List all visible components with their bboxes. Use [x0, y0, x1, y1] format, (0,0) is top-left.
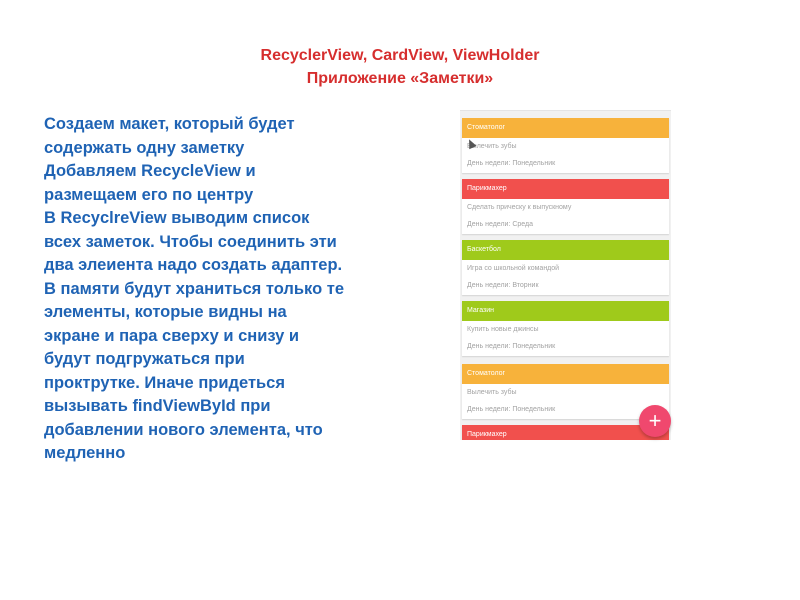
slide-title-line2: Приложение «Заметки»: [306, 70, 494, 87]
body-paragraph-1: Создаем макет, который будет содержать одну заметку: [44, 115, 295, 157]
note-card-day-label: День недели:: [467, 160, 511, 167]
note-card[interactable]: [462, 179, 669, 234]
phone-screenshot: [460, 110, 671, 440]
note-card-day-value: Понедельник: [512, 343, 556, 350]
note-card-category: Баскетбол: [462, 240, 669, 260]
note-card-day-value: Среда: [512, 221, 534, 228]
note-card-category: Стоматолог: [462, 118, 669, 138]
note-card-category: Стоматолог: [462, 364, 669, 384]
note-card-day-value: Вторник: [512, 282, 539, 289]
note-card[interactable]: [462, 301, 669, 356]
body-paragraph-2: Добавляем RecycleView и размещаем его по центру: [44, 162, 256, 204]
note-card-text: Вылечить зубы: [467, 389, 517, 396]
note-card-category: Парикмахер: [462, 179, 669, 199]
add-note-button[interactable]: [639, 405, 671, 437]
note-card-day-label: День недели:: [467, 221, 511, 228]
note-card-text: Вылечить зубы: [467, 143, 517, 150]
note-card-day: [462, 155, 669, 172]
note-card-day-label: День недели:: [467, 406, 511, 413]
note-card[interactable]: [462, 118, 669, 173]
note-card-category: Парикмахер: [462, 425, 669, 440]
note-card-category: Магазин: [462, 301, 669, 321]
note-card-day-value: Понедельник: [512, 406, 556, 413]
slide-body-text: [44, 113, 344, 466]
note-card-text: Игра со школьной командой: [467, 265, 560, 272]
note-card-day: [462, 277, 669, 294]
slide-title: [0, 44, 800, 90]
slide-title-line1: RecyclerView, CardView, ViewHolder: [260, 47, 540, 64]
plus-icon: +: [648, 408, 662, 433]
body-paragraph-4: В памяти будут храниться только те элементы, которые видны на экране и пара сверху и снизу и будут подгружаться при проктрутке. Иначе придеться вызывать findViewById при добавлении нового элемента, что медленно: [44, 279, 345, 462]
note-card[interactable]: [462, 240, 669, 295]
note-card[interactable]: [462, 425, 669, 440]
note-card-day-label: День недели:: [467, 343, 511, 350]
note-card-day: [462, 338, 669, 355]
body-paragraph-3: В RecyclreView выводим список всех заметок. Чтобы соединить эти два элеиента надо создать адаптер.: [44, 209, 343, 274]
note-card-text: Сделать прическу к выпускному: [467, 204, 572, 211]
note-card[interactable]: [462, 364, 669, 419]
note-card-text: Купить новые джинсы: [467, 326, 539, 333]
note-card-day-value: Понедельник: [512, 160, 556, 167]
note-card-day: [462, 216, 669, 233]
note-card-day-label: День недели:: [467, 282, 511, 289]
note-card-day: [462, 401, 669, 418]
